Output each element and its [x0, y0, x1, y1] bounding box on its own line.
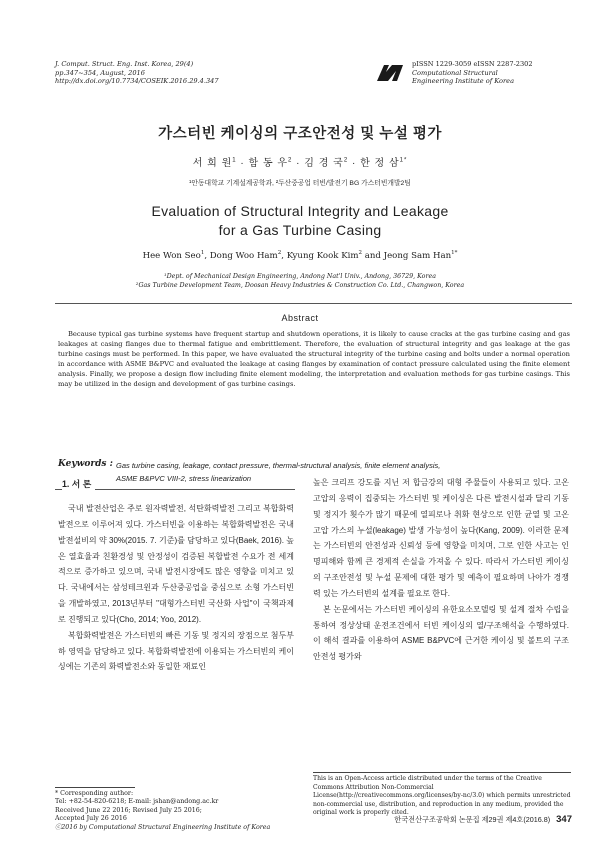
affil-en-line2: ²Gas Turbine Development Team, Doosan Heavy Industries & Construction Co. Ltd., Changwon, Korea [135, 282, 465, 289]
author-1-en: Hee Won Seo [142, 250, 201, 261]
citation-pages: pp.347~354, August, 2016 [55, 68, 145, 77]
author-2-ko: 함 동 우 [248, 158, 289, 169]
fn-contact[interactable]: Tel: +82-54-820-6218; E-mail: jshan@andong.ac.kr [55, 798, 219, 806]
fn-corresponding: * Corresponding author: [55, 790, 134, 797]
keywords-label: Keywords : [58, 459, 113, 469]
affiliation-english [40, 272, 560, 290]
page-footer [300, 814, 572, 825]
intro-paragraph-4: 본 논문에서는 가스터빈 케이싱의 유한요소모델링 및 설계 절차 수립을 통하여 정상상태 운전조건에서 터빈 케이싱의 열/구조해석을 수행하였다. 이 해석 결과를 이용하여 ASME B&PVC에 근거한 케이싱 및 볼트의 구조안전성 평가와 [313, 604, 569, 662]
authors-korean [40, 154, 560, 169]
author-3-en-sup: 2 [358, 250, 363, 256]
footer-journal: 한국전산구조공학회 논문집 제29권 제4호(2016.8) [394, 815, 551, 824]
title-en-line2: for a Gas Turbine Casing [218, 222, 382, 238]
section-1-heading: 1. 서 론 [62, 477, 95, 490]
corresponding-author-note [55, 790, 305, 832]
author-3-ko: 김 경 국 [304, 158, 344, 169]
issn-numbers: pISSN 1229-3059 eISSN 2287-2302 [412, 60, 533, 68]
author-sep: , [281, 250, 287, 261]
fn-received: Received June 22 2016; Revised July 25 2016; [55, 806, 202, 814]
citation-journal: J. Comput. Struct. Eng. Inst. Korea, 29(4) [55, 60, 194, 68]
publisher-name-1: Computational Structural [412, 68, 498, 77]
abstract-top-rule [55, 303, 572, 304]
author-sep: · [292, 158, 305, 169]
author-sep: , [204, 250, 210, 261]
author-sep: · [348, 158, 361, 169]
author-4-ko: 한 정 삼 [360, 158, 400, 169]
intro-paragraph-2: 복합화력발전은 가스터빈의 빠른 기동 및 정지의 장점으로 첨두부하 영역을 담당하고 있다. 복합화력발전에 이용되는 가스터빈의 케이싱에는 기존의 화력발전소와 동일한 재료인 [58, 630, 294, 672]
intro-paragraph-3: 높은 크리프 강도를 지닌 저 합금강의 대형 주물들이 사용되고 있다. 고온고압의 응력이 집중되는 가스터빈 및 케이싱은 다른 발전시설과 달리 기동 및 정지가 횟수가 많기 때문에 열피로나 취화 현상으로 인한 균열 및 고온고압 가스의 누설(leakage) 발생 가능성이 높다(Kang, 2009). 이러한 문제는 가스터빈의 안전성과 신뢰성 등에 영향을 미치며, 그로 인한 사고는 인명피해와 함께 큰 경제적 손실을 가져올 수 있다. 따라서 가스터빈 케이싱의 구조안전성 및 누설 문제에 대한 평가 및 예측이 필요하며 나아가 경쟁력 있는 가스터빈의 설계를 필요로 한다. [313, 478, 569, 598]
doi-link[interactable]: http://dx.doi.org/10.7734/COSEIK.2016.29.4.347 [55, 77, 219, 86]
keywords-line1: Gas turbine casing, leakage, contact pressure, thermal-structural analysis, finite element analysis, [116, 461, 441, 470]
footnote-rule-left [55, 787, 135, 788]
author-and: and [362, 250, 384, 261]
author-1-ko: 서 희 원 [192, 158, 233, 169]
author-4-ko-sup: 1* [399, 157, 408, 164]
paper-title-english [40, 202, 560, 240]
abstract-heading: Abstract [281, 313, 319, 323]
issn-block [412, 60, 572, 86]
page-number: 347 [556, 814, 572, 825]
footnote-rule-right [313, 772, 571, 773]
body-column-left [58, 501, 294, 675]
body-column-right [313, 475, 569, 665]
author-3-ko-sup: 2 [343, 157, 349, 164]
fn-accepted: Accepted July 26 2016 [55, 815, 127, 823]
author-4-en: Jeong Sam Han [383, 250, 452, 261]
keywords-line2: ASME B&PVC VIII-2, stress linearization [116, 473, 252, 483]
publisher-name-2: Engineering Institute of Korea [412, 77, 515, 86]
affil-en-line1: ¹Dept. of Mechanical Design Engineering, Andong Nat'l Univ., Andong, 36729, Korea [164, 273, 436, 280]
paper-title-korean: 가스터빈 케이싱의 구조안전성 및 누설 평가 [158, 126, 442, 142]
author-3-en: Kyung Kook Kim [286, 250, 359, 261]
author-2-en: Dong Woo Ham [209, 250, 278, 261]
title-en-line1: Evaluation of Structural Integrity and Leakage [151, 203, 449, 219]
open-access-note: This is an Open-Access article distributed under the terms of the Creative Commons Attribution Non-Commercial License(http://creativecommons.org/licenses/by-nc/3.0) which permits unrestricted non-commercial use, distribution, and reproduction in any medium, provided the original work is properly cited. [313, 775, 571, 817]
abstract-text: Because typical gas turbine systems have frequent startup and shutdown operations, it is likely to cause cracks at the gas turbine casing and gas leakages at casing flanges due to thermal fatigue and embrittlement. Therefore, the evaluation of structural integrity and gas leakage at the gas turbine casings must be performed. In this paper, we have evaluated the structural integrity of the turbine casing and bolts under a normal operation in accordance with ASME B&PVC and evaluated the leakage at casing flanges by examination of contact pressure calculated using the finite element analysis. Finally, we propose a design flow including finite element modeling, the interpretation and evaluation methods for gas turbine casings. This may be utilized in the design and development of gas turbine casings. [58, 330, 570, 388]
author-1-en-sup: 1 [200, 250, 205, 256]
author-2-en-sup: 2 [277, 250, 282, 256]
fn-copyright: ⓒ2016 by Computational Structural Engineering Institute of Korea [55, 823, 271, 831]
coseik-logo-icon [375, 64, 405, 82]
author-1-ko-sup: 1 [232, 157, 237, 164]
author-2-ko-sup: 2 [288, 157, 293, 164]
author-4-en-sup: 1* [451, 250, 458, 256]
intro-paragraph-1: 국내 발전산업은 주로 원자력발전, 석탄화력발전 그리고 복합화력발전으로 이루어져 있다. 가스터빈을 이용하는 복합화력발전은 국내 발전설비의 약 30%(2015. 7. 기준)를 담당하고 있다(Baek, 2016). 높은 열효율과 친환경성 및 안정성이 검증된 복합발전 수요가 전 세계적으로 증가하고 있으며, 국내 발전시장에도 많은 영향을 미치고 있다. 국내에서는 삼성테크윈과 두산중공업을 중심으로 소형 가스터빈을 개발하였고, 2013년부터 "대형가스터빈 국산화 사업"이 국책과제로 진행되고 있다(Cho, 2014; Yoo, 2012). [58, 504, 294, 624]
authors-english [40, 250, 560, 261]
author-sep: · [236, 158, 249, 169]
journal-citation [55, 60, 305, 86]
affiliation-korean: ¹안동대학교 기계설계공학과, ²두산중공업 터빈/발전기 BG 가스터빈개발2팀 [189, 180, 411, 187]
